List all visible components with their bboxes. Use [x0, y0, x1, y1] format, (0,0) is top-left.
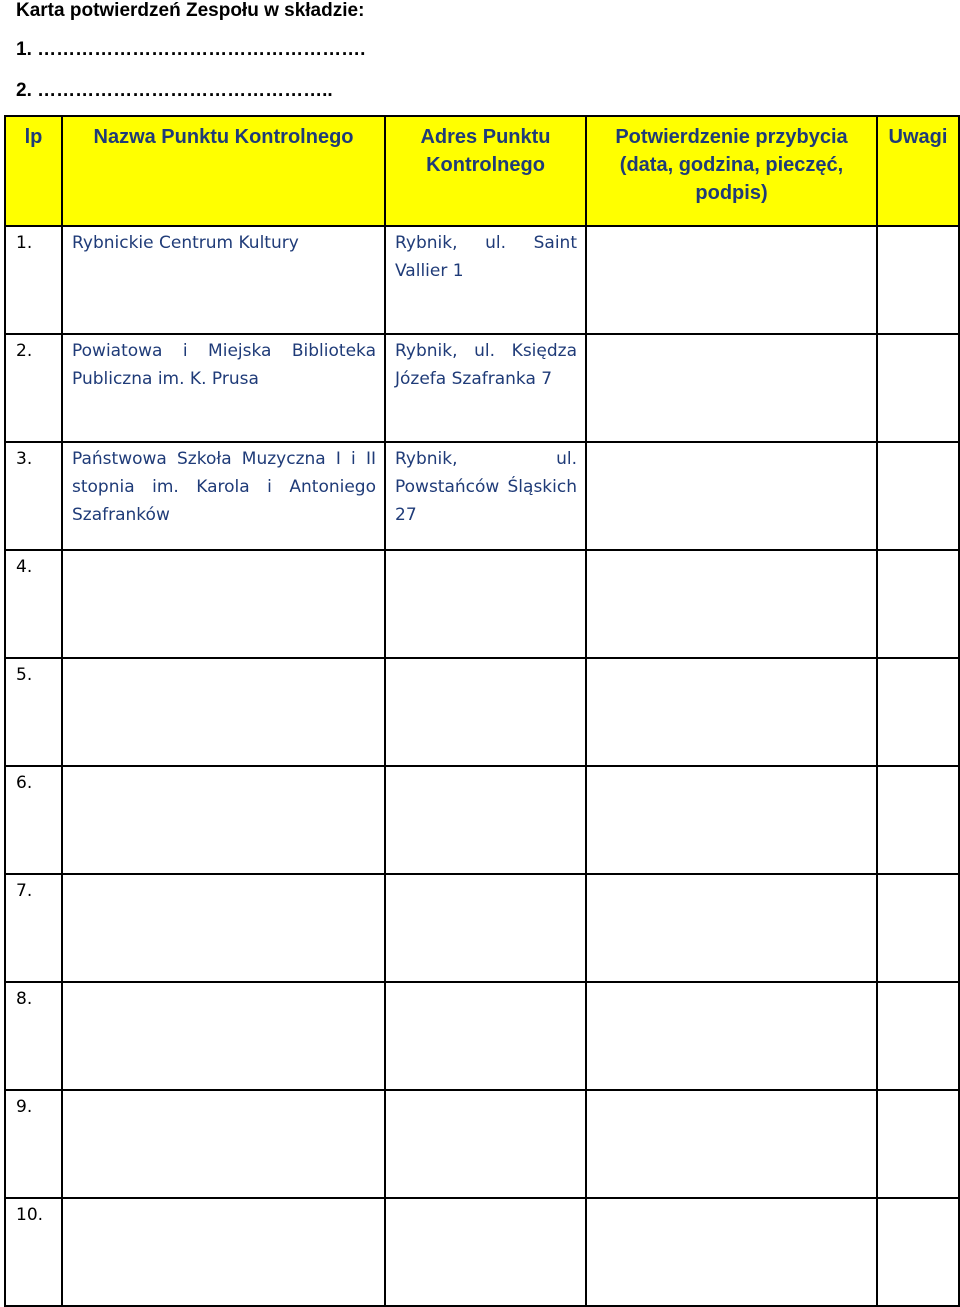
- checkpoint-name: [62, 550, 385, 658]
- checkpoint-address: [385, 766, 586, 874]
- arrival-confirmation-cell[interactable]: [586, 442, 877, 550]
- arrival-confirmation-cell[interactable]: [586, 334, 877, 442]
- row-number: 7.: [5, 874, 62, 982]
- team-member-line-1[interactable]: 1. …………………………………………….: [16, 39, 366, 60]
- checkpoint-name: Powiatowa i Miejska Biblioteka Publiczna im. K. Prusa: [62, 334, 385, 442]
- row-number: 2.: [5, 334, 62, 442]
- checkpoint-address: [385, 658, 586, 766]
- notes-cell[interactable]: [877, 334, 959, 442]
- checkpoint-address: [385, 550, 586, 658]
- notes-cell[interactable]: [877, 766, 959, 874]
- form-title: Karta potwierdzeń Zespołu w składzie:: [16, 0, 365, 21]
- checkpoint-name: [62, 658, 385, 766]
- arrival-confirmation-cell[interactable]: [586, 1198, 877, 1306]
- arrival-confirmation-cell[interactable]: [586, 766, 877, 874]
- checkpoint-name: Państwowa Szkoła Muzyczna I i II stopnia im. Karola i Antoniego Szafranków: [62, 442, 385, 550]
- checkpoint-address: Rybnik, ul. Powstańców Śląskich 27: [385, 442, 586, 550]
- header-checkpoint-address: Adres Punktu Kontrolnego: [385, 116, 586, 226]
- notes-cell[interactable]: [877, 550, 959, 658]
- arrival-confirmation-cell[interactable]: [586, 550, 877, 658]
- header-arrival-confirmation: Potwierdzenie przybycia (data, godzina, pieczęć, podpis): [586, 116, 877, 226]
- row-number: 9.: [5, 1090, 62, 1198]
- row-number: 1.: [5, 226, 62, 334]
- table-row: [5, 658, 959, 766]
- checkpoint-address: Rybnik, ul. Księdza Józefa Szafranka 7: [385, 334, 586, 442]
- notes-cell[interactable]: [877, 1090, 959, 1198]
- row-number: 8.: [5, 982, 62, 1090]
- team-member-line-2[interactable]: 2. ………………………………………..: [16, 80, 333, 101]
- table-header-row: [5, 116, 959, 226]
- table-row: [5, 550, 959, 658]
- checkpoint-address: [385, 1090, 586, 1198]
- row-number: 5.: [5, 658, 62, 766]
- checkpoint-name: [62, 982, 385, 1090]
- header-checkpoint-name: Nazwa Punktu Kontrolnego: [62, 116, 385, 226]
- checkpoint-name: [62, 1198, 385, 1306]
- notes-cell[interactable]: [877, 982, 959, 1090]
- checkpoint-table: [4, 115, 960, 1307]
- table-row: [5, 334, 959, 442]
- notes-cell[interactable]: [877, 1198, 959, 1306]
- checkpoint-name: Rybnickie Centrum Kultury: [62, 226, 385, 334]
- checkpoint-address: [385, 874, 586, 982]
- notes-cell[interactable]: [877, 442, 959, 550]
- header-notes: Uwagi: [877, 116, 959, 226]
- arrival-confirmation-cell[interactable]: [586, 226, 877, 334]
- table-row: [5, 982, 959, 1090]
- checkpoint-name: [62, 874, 385, 982]
- header-lp: lp: [5, 116, 62, 226]
- checkpoint-name: [62, 766, 385, 874]
- checkpoint-address: [385, 1198, 586, 1306]
- arrival-confirmation-cell[interactable]: [586, 1090, 877, 1198]
- notes-cell[interactable]: [877, 226, 959, 334]
- table-row: [5, 226, 959, 334]
- checkpoint-name: [62, 1090, 385, 1198]
- table-row: [5, 1198, 959, 1306]
- row-number: 3.: [5, 442, 62, 550]
- arrival-confirmation-cell[interactable]: [586, 982, 877, 1090]
- notes-cell[interactable]: [877, 874, 959, 982]
- row-number: 10.: [5, 1198, 62, 1306]
- table-row: [5, 442, 959, 550]
- table-row: [5, 1090, 959, 1198]
- table-row: [5, 766, 959, 874]
- arrival-confirmation-cell[interactable]: [586, 658, 877, 766]
- row-number: 6.: [5, 766, 62, 874]
- checkpoint-address: Rybnik, ul. Saint Vallier 1: [385, 226, 586, 334]
- table-row: [5, 874, 959, 982]
- row-number: 4.: [5, 550, 62, 658]
- notes-cell[interactable]: [877, 658, 959, 766]
- arrival-confirmation-cell[interactable]: [586, 874, 877, 982]
- checkpoint-address: [385, 982, 586, 1090]
